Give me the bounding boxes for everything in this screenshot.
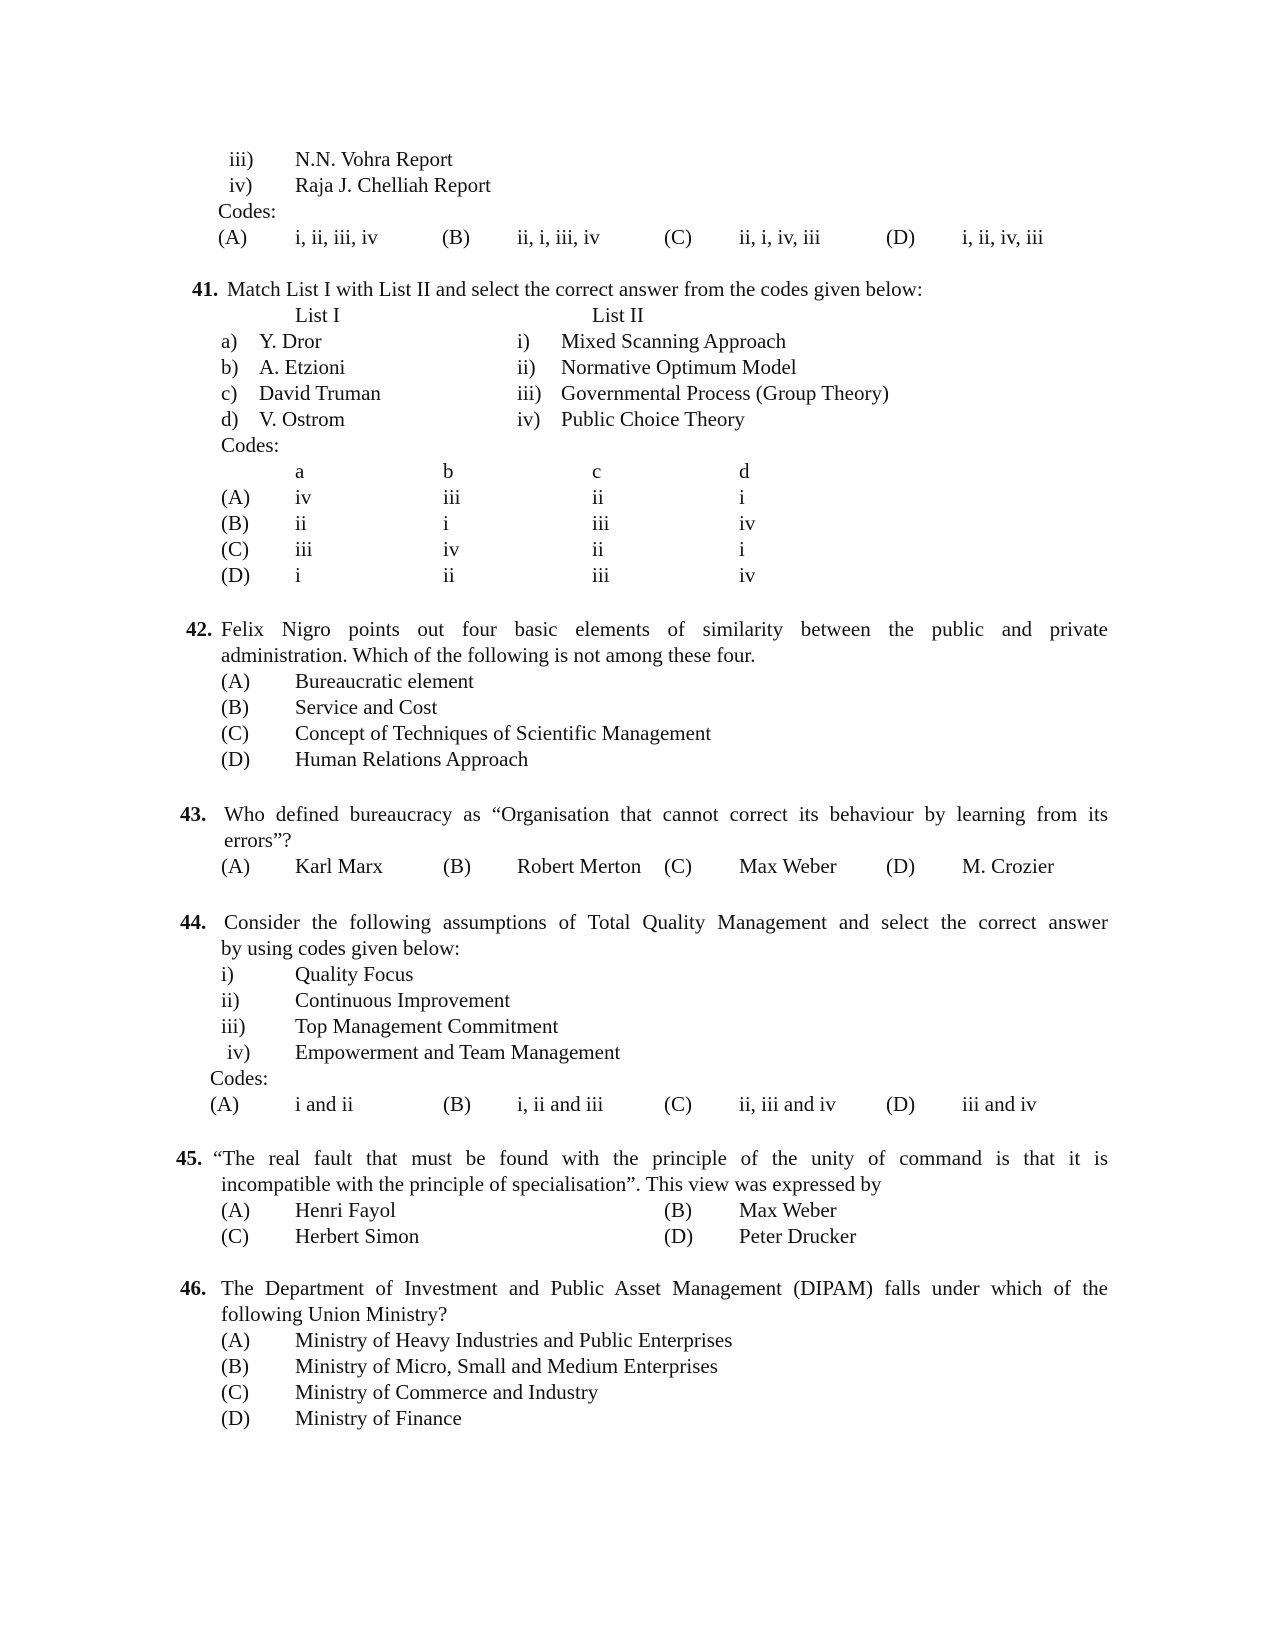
code-cell: iii	[295, 537, 313, 561]
option-text: Ministry of Commerce and Industry	[295, 1380, 599, 1404]
question-text: incompatible with the principle of specialisation”. This view was expressed by	[221, 1172, 882, 1196]
list-2-text: Normative Optimum Model	[561, 355, 797, 379]
code-cell: i	[739, 485, 745, 509]
option-label: (A)	[221, 669, 251, 693]
option-text: iii and iv	[962, 1092, 1037, 1116]
list-1-text: Y. Dror	[259, 329, 322, 353]
option-label: (C)	[221, 1224, 249, 1248]
code-cell: i	[739, 537, 745, 561]
option-text: ii, iii and iv	[739, 1092, 836, 1116]
list-1-number: b)	[221, 355, 239, 379]
question-text: administration. Which of the following is not among these four.	[221, 643, 756, 667]
code-cell: i	[295, 563, 301, 587]
question-text: Consider the following assumptions of Total Quality Management and select the correct answer	[224, 910, 1108, 934]
list-1-header: List I	[295, 303, 340, 327]
option-label: (C)	[221, 1380, 249, 1404]
option-label: (A)	[210, 1092, 240, 1116]
option-label: (D)	[886, 225, 916, 249]
item-number: iii)	[221, 1014, 246, 1038]
list-2-number: ii)	[517, 355, 536, 379]
question-text: by using codes given below:	[221, 936, 461, 960]
option-text: Max Weber	[739, 1198, 837, 1222]
list-2-number: iii)	[517, 381, 542, 405]
list-1-number: a)	[221, 329, 238, 353]
option-text: Karl Marx	[295, 854, 384, 878]
codes-label: Codes:	[221, 433, 280, 457]
question-text: following Union Ministry?	[221, 1302, 448, 1326]
option-label: (A)	[221, 854, 251, 878]
code-cell: ii	[443, 563, 455, 587]
option-label: (B)	[443, 854, 471, 878]
list-1-text: A. Etzioni	[259, 355, 346, 379]
code-row-label: (B)	[221, 511, 249, 535]
option-text: ii, i, iii, iv	[517, 225, 600, 249]
question-text: Felix Nigro points out four basic elements of similarity between the public and private	[221, 617, 1108, 641]
item-text: Quality Focus	[295, 962, 414, 986]
option-text: i and ii	[295, 1092, 354, 1116]
item-number: iv)	[229, 173, 253, 197]
item-text: Empowerment and Team Management	[295, 1040, 621, 1064]
option-label: (B)	[442, 225, 470, 249]
option-text: Ministry of Heavy Industries and Public Enterprises	[295, 1328, 733, 1352]
list-1-number: d)	[221, 407, 239, 431]
option-label: (A)	[218, 225, 248, 249]
code-cell: iv	[739, 563, 756, 587]
list-2-number: i)	[517, 329, 530, 353]
option-text: Herbert Simon	[295, 1224, 420, 1248]
option-text: Peter Drucker	[739, 1224, 857, 1248]
option-label: (D)	[886, 854, 916, 878]
option-text: M. Crozier	[962, 854, 1055, 878]
item-number: iii)	[229, 147, 254, 171]
code-cell: iv	[295, 485, 312, 509]
question-number: 41.	[192, 277, 219, 301]
option-label: (B)	[221, 1354, 249, 1378]
code-cell: ii	[592, 485, 604, 509]
item-text: Top Management Commitment	[295, 1014, 559, 1038]
list-1-text: David Truman	[259, 381, 381, 405]
option-label: (D)	[664, 1224, 694, 1248]
option-text: i, ii, iv, iii	[962, 225, 1044, 249]
code-cell: ii	[295, 511, 307, 535]
code-row-label: (D)	[221, 563, 251, 587]
code-header: c	[592, 459, 602, 483]
option-text: Bureaucratic element	[295, 669, 474, 693]
code-cell: ii	[592, 537, 604, 561]
list-2-text: Governmental Process (Group Theory)	[561, 381, 889, 405]
list-2-text: Public Choice Theory	[561, 407, 745, 431]
item-number: iv)	[227, 1040, 251, 1064]
option-text: Ministry of Finance	[295, 1406, 462, 1430]
item-text: Continuous Improvement	[295, 988, 511, 1012]
question-number: 44.	[180, 910, 207, 934]
item-text: N.N. Vohra Report	[295, 147, 453, 171]
code-cell: iii	[592, 563, 610, 587]
option-text: Ministry of Micro, Small and Medium Enterprises	[295, 1354, 718, 1378]
question-text: Match List I with List II and select the correct answer from the codes given below:	[227, 277, 923, 301]
codes-label: Codes:	[210, 1066, 269, 1090]
option-label: (C)	[664, 854, 692, 878]
code-row-label: (A)	[221, 485, 251, 509]
code-header: d	[739, 459, 750, 483]
list-1-text: V. Ostrom	[259, 407, 345, 431]
item-number: ii)	[221, 988, 240, 1012]
option-text: i, ii, iii, iv	[295, 225, 378, 249]
question-text: The Department of Investment and Public Asset Management (DIPAM) falls under which of the	[221, 1276, 1108, 1300]
question-number: 45.	[176, 1146, 203, 1170]
code-cell: i	[443, 511, 449, 535]
question-number: 43.	[180, 802, 207, 826]
list-1-number: c)	[221, 381, 238, 405]
code-cell: iv	[739, 511, 756, 535]
option-label: (D)	[221, 1406, 251, 1430]
list-2-number: iv)	[517, 407, 541, 431]
item-number: i)	[221, 962, 234, 986]
list-2-header: List II	[592, 303, 644, 327]
list-2-text: Mixed Scanning Approach	[561, 329, 787, 353]
option-label: (C)	[221, 721, 249, 745]
option-label: (B)	[221, 695, 249, 719]
option-label: (B)	[443, 1092, 471, 1116]
option-label: (A)	[221, 1198, 251, 1222]
code-cell: iii	[443, 485, 461, 509]
code-cell: iii	[592, 511, 610, 535]
option-label: (D)	[221, 747, 251, 771]
codes-label: Codes:	[218, 199, 277, 223]
question-text: “The real fault that must be found with the principle of the unity of command is that it is	[213, 1146, 1108, 1170]
option-text: Service and Cost	[295, 695, 438, 719]
option-text: Robert Merton	[517, 854, 642, 878]
code-header: b	[443, 459, 454, 483]
option-label: (D)	[886, 1092, 916, 1116]
question-number: 42.	[186, 617, 213, 641]
option-text: i, ii and iii	[517, 1092, 604, 1116]
option-label: (C)	[664, 225, 692, 249]
option-label: (B)	[664, 1198, 692, 1222]
question-text: Who defined bureaucracy as “Organisation that cannot correct its behaviour by learning from its	[224, 802, 1108, 826]
question-number: 46.	[180, 1276, 207, 1300]
code-cell: iv	[443, 537, 460, 561]
question-text: errors”?	[224, 828, 292, 852]
option-text: Concept of Techniques of Scientific Management	[295, 721, 712, 745]
code-header: a	[295, 459, 305, 483]
option-text: Max Weber	[739, 854, 837, 878]
option-text: Human Relations Approach	[295, 747, 529, 771]
option-label: (A)	[221, 1328, 251, 1352]
option-text: Henri Fayol	[295, 1198, 396, 1222]
code-row-label: (C)	[221, 537, 249, 561]
option-label: (C)	[664, 1092, 692, 1116]
option-text: ii, i, iv, iii	[739, 225, 821, 249]
item-text: Raja J. Chelliah Report	[295, 173, 491, 197]
